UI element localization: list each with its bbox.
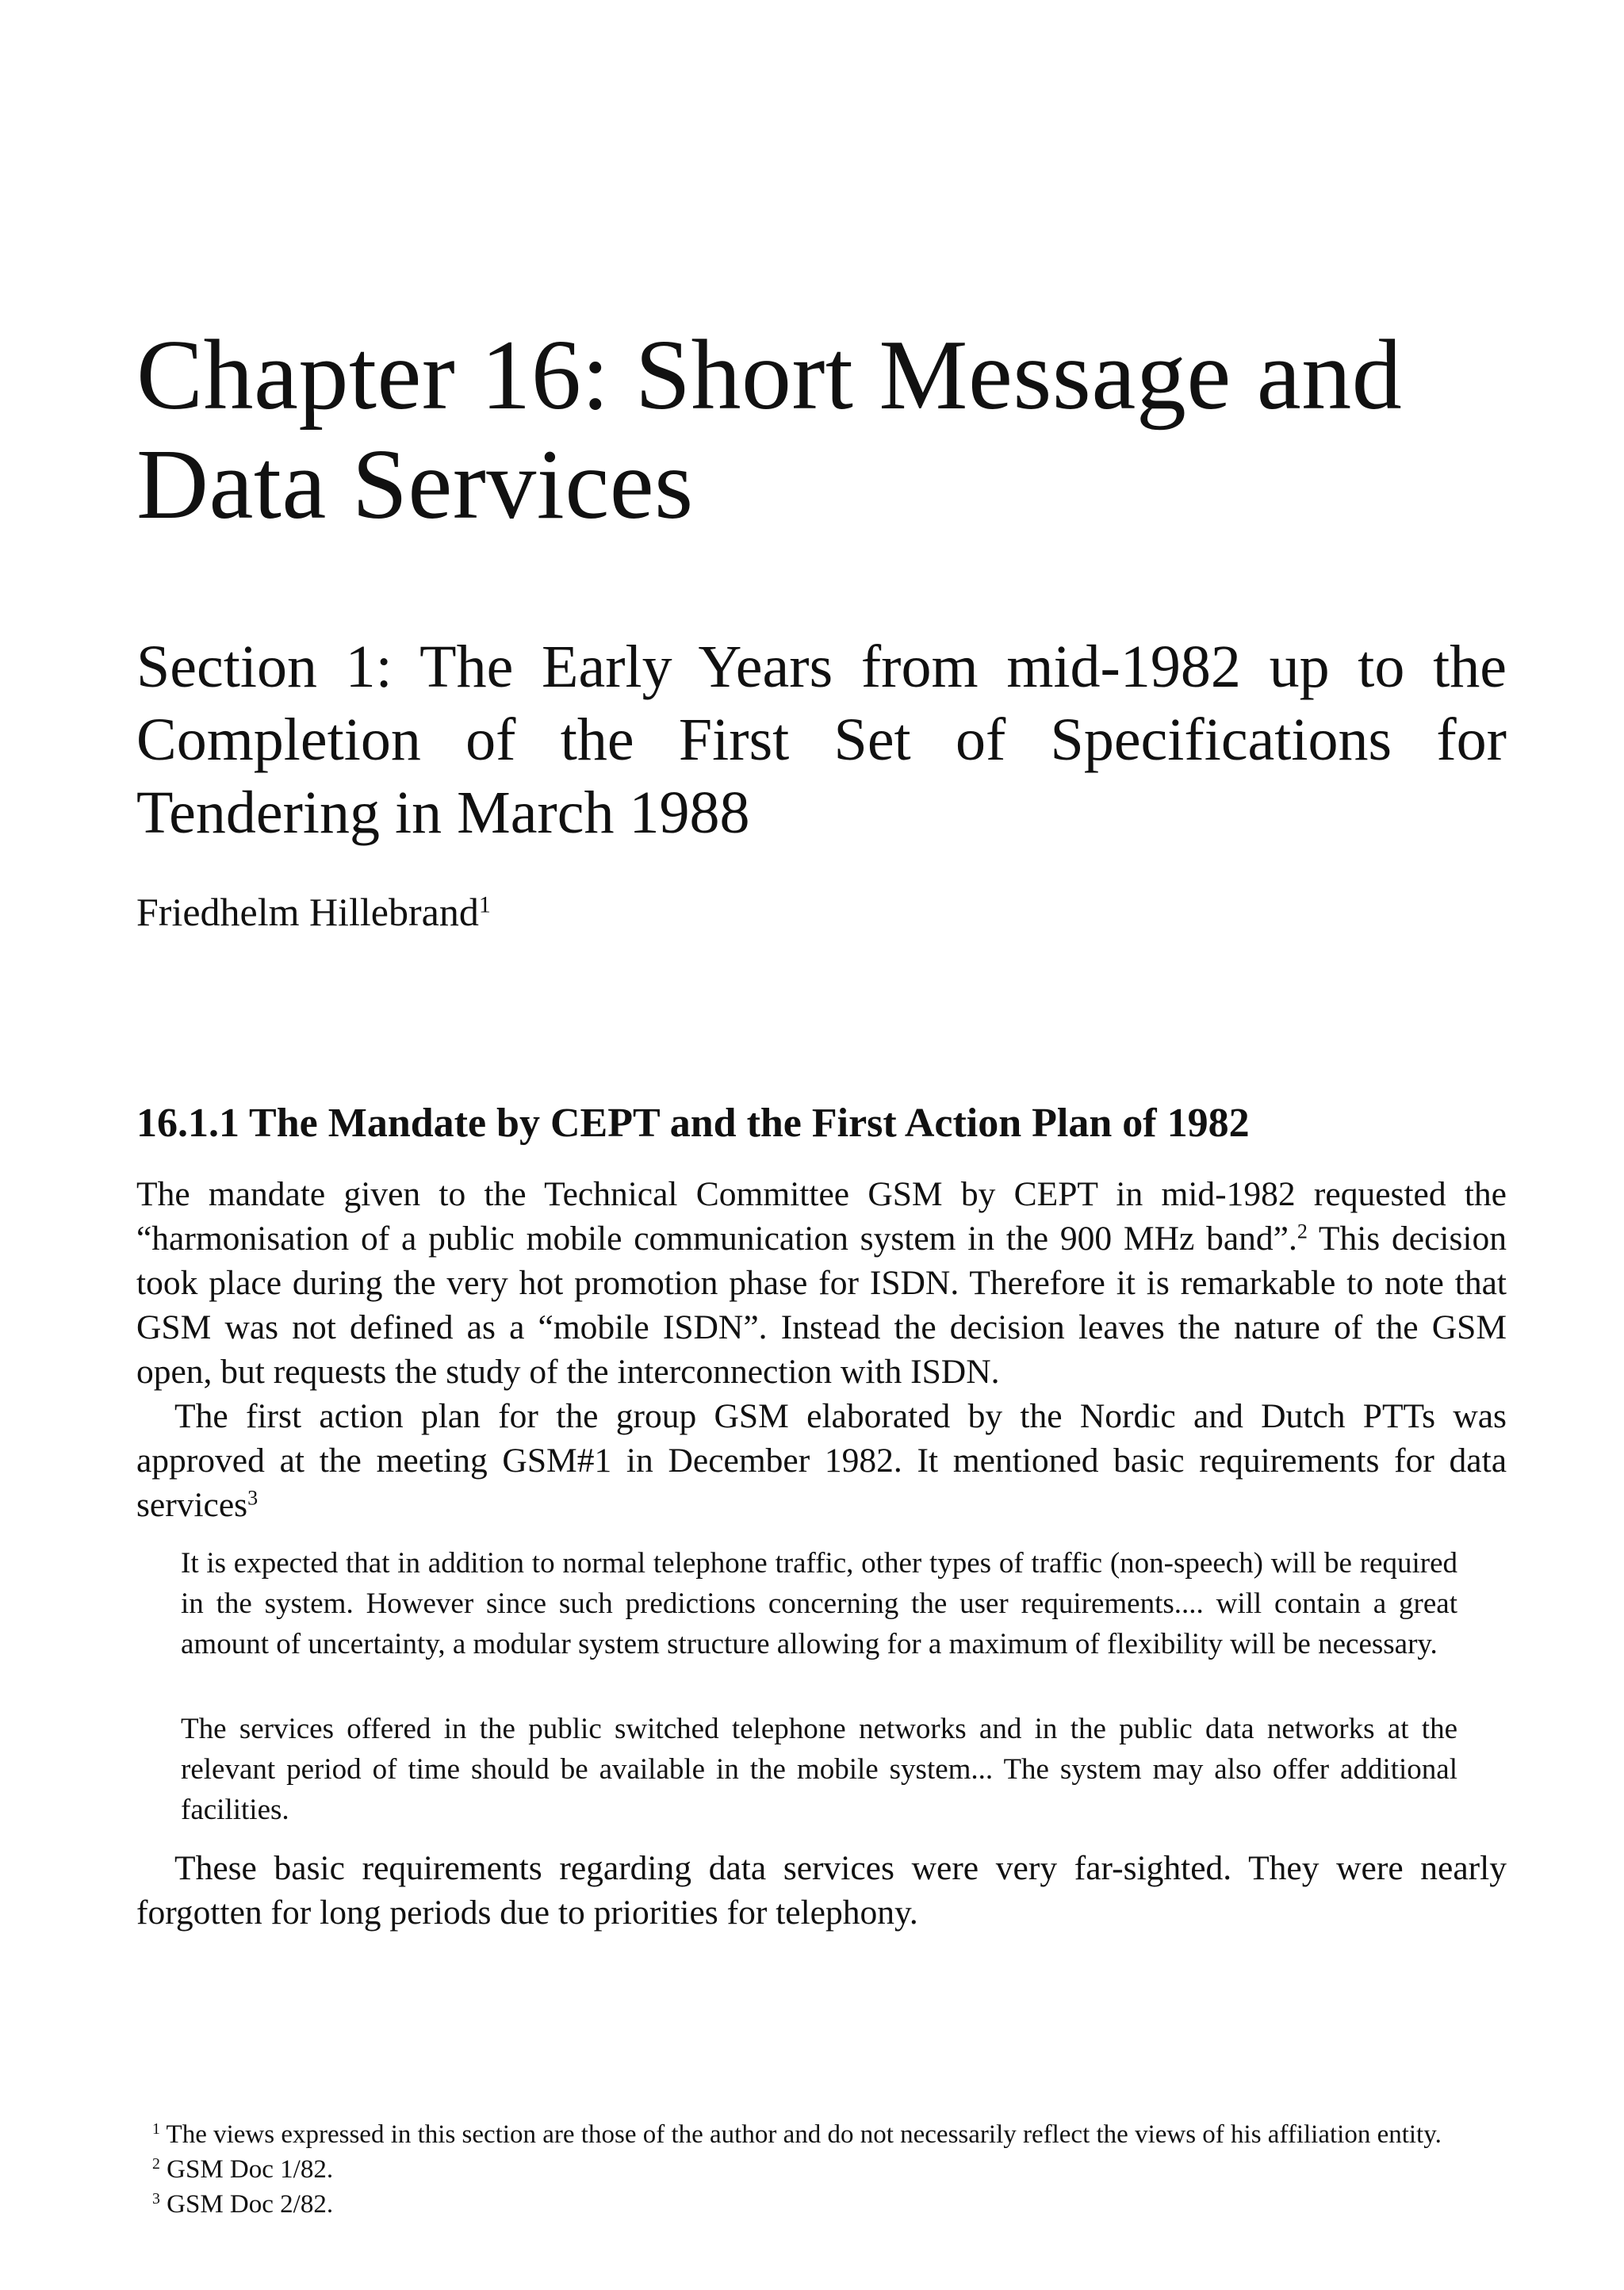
footnote-3: [121, 2187, 1507, 2222]
body-text: [136, 1172, 1507, 1935]
chapter-title-line-1: Chapter 16: Short Message and: [136, 320, 1403, 431]
footnote-1: [121, 2117, 1507, 2152]
chapter-title-line-2: Data Services: [136, 430, 694, 540]
footnote-3-text: GSM Doc 2/82.: [167, 2190, 334, 2219]
quote-paragraph-1: It is expected that in addition to normal telephone traffic, other types of traffic (non-speech) will be required in the system. However since such predictions concerning the user requirements.... will contain a great amount of uncertainty, a modular system structure allowing for a maximum of flexibility will be necessary.: [181, 1547, 1457, 1660]
document-page: [136, 0, 1507, 2290]
footnotes: [121, 2117, 1507, 2222]
chapter-title: [136, 321, 1507, 540]
paragraph-far-sighted: These basic requirements regarding data services were very far-sighted. They were nearly forgotten for long periods due to priorities for telephony.: [136, 1849, 1507, 1932]
paragraph-mandate-part-1: The mandate given to the Technical Committee GSM by CEPT in mid-1982 requested the “harmonisation of a public mobile communication system in the 900 MHz band”.: [136, 1175, 1507, 1258]
footnote-ref-3: 3: [247, 1486, 259, 1510]
section-title: Section 1: The Early Years from mid-1982 up to the Completion of the First Set of Specifications for Tendering in March 1988: [136, 634, 1507, 846]
paragraph-mandate-part-2: This decision took place during the very hot promotion phase for ISDN. Therefore it is remarkable to note that GSM was not defined as a “mobile ISDN”. Instead the decision leaves the nature of the GSM open, but requests the study of the interconnection with ISDN.: [136, 1220, 1507, 1391]
footnote-2-text: GSM Doc 1/82.: [167, 2155, 334, 2184]
subsection-heading: 16.1.1 The Mandate by CEPT and the First Action Plan of 1982: [136, 1101, 1250, 1146]
author-line: [136, 888, 491, 936]
quote-paragraph-2: The services offered in the public switched telephone networks and in the public data networks at the relevant period of time should be available in the mobile system... The system may also offer additional facilities.: [181, 1713, 1457, 1826]
footnote-3-number: 3: [152, 2190, 160, 2208]
paragraph-mandate: [136, 1172, 1507, 1394]
footnote-2-number: 2: [152, 2155, 160, 2173]
paragraph-action-plan-text: The first action plan for the group GSM elaborated by the Nordic and Dutch PTTs was approved at the meeting GSM#1 in December 1982. It mentioned basic requirements for data services: [136, 1397, 1507, 1524]
footnote-1-text: The views expressed in this section are those of the author and do not necessarily reflect the views of his affiliation entity.: [166, 2120, 1442, 2149]
footnote-2: [121, 2152, 1507, 2187]
footnote-ref-2: 2: [1297, 1220, 1308, 1243]
paragraph-action-plan: [136, 1394, 1507, 1527]
block-quote: [181, 1543, 1457, 1830]
author-name: Friedhelm Hillebrand: [136, 890, 479, 934]
footnote-1-number: 1: [152, 2120, 160, 2139]
author-footnote-ref: 1: [478, 891, 491, 918]
